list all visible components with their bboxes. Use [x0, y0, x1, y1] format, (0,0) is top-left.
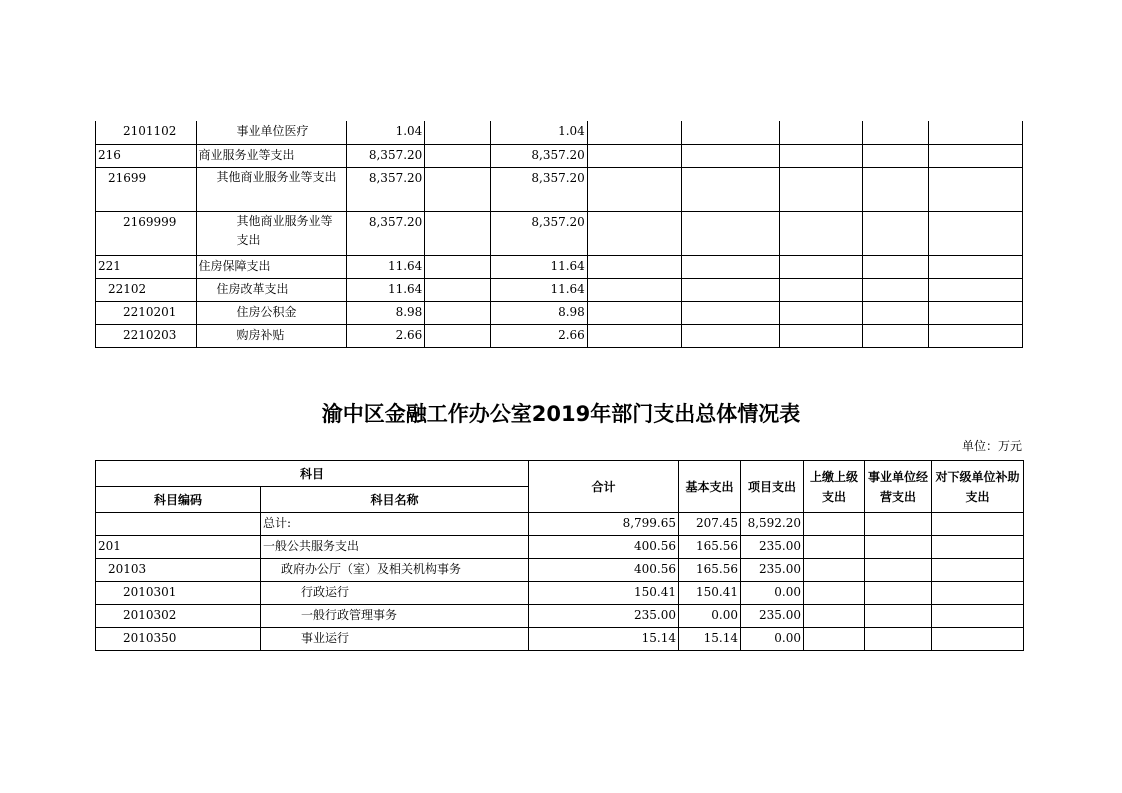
header-code: 科目编码	[96, 487, 261, 513]
row-code: 221	[96, 255, 197, 278]
table-row	[96, 324, 1023, 347]
row-empty	[932, 628, 1024, 651]
row-empty	[862, 211, 928, 255]
row-empty	[928, 167, 1022, 211]
row-empty	[862, 144, 928, 167]
row-empty	[804, 582, 865, 605]
row-name: 其他商业服务业等支出	[196, 167, 347, 211]
header-name: 科目名称	[261, 487, 529, 513]
row-empty	[928, 324, 1022, 347]
header-basic: 基本支出	[679, 461, 741, 513]
header-total: 合计	[529, 461, 679, 513]
continued-expenditure-table	[95, 121, 1023, 348]
row-name: 住房保障支出	[196, 255, 347, 278]
row-empty	[932, 605, 1024, 628]
header-subject: 科目	[96, 461, 529, 487]
row-empty	[928, 121, 1022, 144]
row-empty	[804, 559, 865, 582]
row-empty	[928, 255, 1022, 278]
row-name: 住房公积金	[196, 301, 347, 324]
row-project: 8,357.20	[490, 167, 587, 211]
table-row	[96, 278, 1023, 301]
row-code	[96, 513, 261, 536]
row-name: 事业运行	[261, 628, 529, 651]
row-basic	[425, 211, 490, 255]
row-project: 235.00	[741, 536, 804, 559]
row-name: 行政运行	[261, 582, 529, 605]
row-project: 1.04	[490, 121, 587, 144]
row-empty	[681, 255, 779, 278]
row-basic: 0.00	[679, 605, 741, 628]
row-code: 2010301	[96, 582, 261, 605]
table-row	[96, 582, 1024, 605]
row-name: 一般行政管理事务	[261, 605, 529, 628]
row-empty	[865, 559, 932, 582]
row-total: 8,357.20	[347, 167, 425, 211]
row-empty	[780, 121, 862, 144]
row-code: 2101102	[96, 121, 197, 144]
row-project: 8.98	[490, 301, 587, 324]
table-row	[96, 536, 1024, 559]
row-empty	[681, 324, 779, 347]
row-total: 8,357.20	[347, 211, 425, 255]
row-code: 21699	[96, 167, 197, 211]
row-empty	[865, 513, 932, 536]
row-empty	[862, 167, 928, 211]
row-empty	[780, 301, 862, 324]
table-row	[96, 559, 1024, 582]
row-project: 11.64	[490, 278, 587, 301]
row-empty	[587, 211, 681, 255]
row-empty	[928, 278, 1022, 301]
table-row	[96, 211, 1023, 255]
row-total: 150.41	[529, 582, 679, 605]
row-basic	[425, 278, 490, 301]
row-empty	[928, 144, 1022, 167]
row-empty	[862, 301, 928, 324]
row-empty	[862, 255, 928, 278]
row-empty	[804, 536, 865, 559]
row-project: 0.00	[741, 628, 804, 651]
row-code: 216	[96, 144, 197, 167]
header-project: 项目支出	[741, 461, 804, 513]
row-total: 11.64	[347, 278, 425, 301]
table-row	[96, 255, 1023, 278]
row-empty	[587, 278, 681, 301]
row-basic	[425, 167, 490, 211]
row-empty	[865, 628, 932, 651]
row-project: 235.00	[741, 559, 804, 582]
header-upper: 上缴上级支出	[804, 461, 865, 513]
row-total: 11.64	[347, 255, 425, 278]
row-name: 住房改革支出	[196, 278, 347, 301]
expenditure-table-body	[96, 513, 1024, 651]
row-empty	[681, 167, 779, 211]
row-empty	[862, 121, 928, 144]
row-empty	[928, 301, 1022, 324]
table-row	[96, 121, 1023, 144]
row-name: 事业单位医疗	[196, 121, 347, 144]
row-empty	[780, 144, 862, 167]
row-empty	[862, 278, 928, 301]
row-empty	[928, 211, 1022, 255]
row-total: 2.66	[347, 324, 425, 347]
row-empty	[587, 121, 681, 144]
row-empty	[780, 324, 862, 347]
row-total: 400.56	[529, 536, 679, 559]
row-basic	[425, 121, 490, 144]
row-total: 8,357.20	[347, 144, 425, 167]
continued-table-body	[96, 121, 1023, 347]
row-code: 22102	[96, 278, 197, 301]
row-basic	[425, 324, 490, 347]
row-basic	[425, 255, 490, 278]
row-basic: 15.14	[679, 628, 741, 651]
row-project: 8,357.20	[490, 211, 587, 255]
department-expenditure-table	[95, 460, 1024, 651]
row-empty	[804, 513, 865, 536]
row-project: 11.64	[490, 255, 587, 278]
row-basic: 207.45	[679, 513, 741, 536]
row-project: 235.00	[741, 605, 804, 628]
row-empty	[681, 144, 779, 167]
row-empty	[587, 144, 681, 167]
row-code: 2210201	[96, 301, 197, 324]
row-empty	[681, 121, 779, 144]
row-name: 总计:	[261, 513, 529, 536]
page-title: 渝中区金融工作办公室2019年部门支出总体情况表	[321, 402, 801, 426]
row-empty	[932, 559, 1024, 582]
row-code: 201	[96, 536, 261, 559]
row-basic	[425, 301, 490, 324]
row-basic: 165.56	[679, 559, 741, 582]
row-empty	[587, 255, 681, 278]
row-name: 商业服务业等支出	[196, 144, 347, 167]
row-total: 8,799.65	[529, 513, 679, 536]
row-empty	[780, 255, 862, 278]
table-row	[96, 605, 1024, 628]
row-total: 1.04	[347, 121, 425, 144]
row-name: 其他商业服务业等支出	[196, 211, 347, 255]
row-total: 235.00	[529, 605, 679, 628]
row-code: 2010350	[96, 628, 261, 651]
row-code: 2210203	[96, 324, 197, 347]
row-empty	[587, 324, 681, 347]
row-empty	[681, 278, 779, 301]
row-empty	[780, 211, 862, 255]
row-empty	[804, 628, 865, 651]
row-empty	[587, 301, 681, 324]
table-row	[96, 144, 1023, 167]
row-empty	[587, 167, 681, 211]
row-empty	[932, 513, 1024, 536]
unit-label: 单位：万元	[961, 439, 1022, 453]
row-total: 8.98	[347, 301, 425, 324]
row-empty	[865, 536, 932, 559]
row-empty	[681, 211, 779, 255]
row-project: 2.66	[490, 324, 587, 347]
header-subsidy: 对下级单位补助支出	[932, 461, 1024, 513]
table-row	[96, 167, 1023, 211]
row-project: 8,357.20	[490, 144, 587, 167]
row-name: 购房补贴	[196, 324, 347, 347]
row-project: 8,592.20	[741, 513, 804, 536]
row-name: 一般公共服务支出	[261, 536, 529, 559]
row-empty	[865, 582, 932, 605]
row-code: 20103	[96, 559, 261, 582]
table-row	[96, 628, 1024, 651]
row-empty	[780, 167, 862, 211]
row-empty	[780, 278, 862, 301]
row-empty	[932, 536, 1024, 559]
row-project: 0.00	[741, 582, 804, 605]
row-basic: 165.56	[679, 536, 741, 559]
header-business: 事业单位经营支出	[865, 461, 932, 513]
table-row	[96, 513, 1024, 536]
table-row	[96, 301, 1023, 324]
row-empty	[865, 605, 932, 628]
row-empty	[862, 324, 928, 347]
row-empty	[932, 582, 1024, 605]
row-total: 400.56	[529, 559, 679, 582]
row-code: 2169999	[96, 211, 197, 255]
row-basic: 150.41	[679, 582, 741, 605]
row-basic	[425, 144, 490, 167]
row-empty	[804, 605, 865, 628]
row-name: 政府办公厅（室）及相关机构事务	[261, 559, 529, 582]
row-code: 2010302	[96, 605, 261, 628]
row-empty	[681, 301, 779, 324]
row-total: 15.14	[529, 628, 679, 651]
